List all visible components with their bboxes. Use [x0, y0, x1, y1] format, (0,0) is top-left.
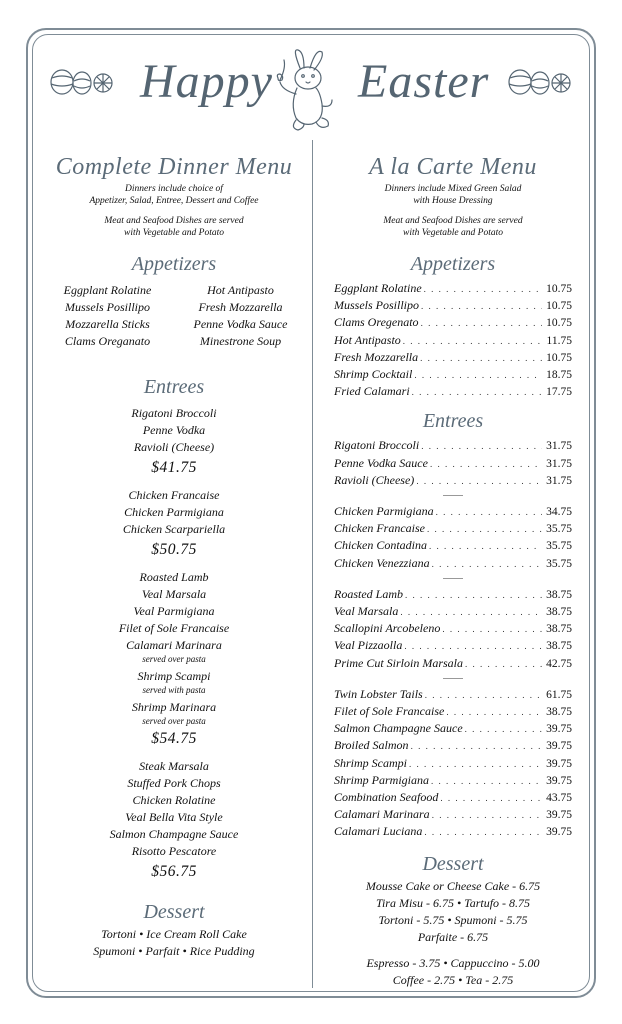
- entree-subnote: served with pasta: [142, 685, 206, 695]
- item-price: 39.75: [546, 809, 572, 822]
- entree-item: Risotto Pescatore: [131, 844, 217, 858]
- complete-note-2: [40, 215, 308, 239]
- item-price: 10.75: [546, 351, 572, 364]
- item-name: Rigatoni Broccoli: [334, 438, 420, 453]
- dot-leader: [411, 738, 543, 754]
- dot-leader: [420, 350, 542, 366]
- menu-item-row: [334, 772, 572, 789]
- item-name: Shrimp Scampi: [334, 755, 407, 770]
- alacarte-entrees-list: [318, 437, 588, 840]
- a-la-carte-menu: [318, 148, 588, 989]
- item-price: 42.75: [546, 657, 572, 670]
- note-line: with Vegetable and Potato: [402, 228, 503, 238]
- menu-item-row: [334, 537, 572, 554]
- item-price: 31.75: [546, 474, 572, 487]
- entree-item: Steak Marsala: [139, 759, 209, 773]
- item-name: Mussels Posillipo: [334, 298, 420, 313]
- entree-group-1: [40, 405, 308, 477]
- dot-leader: [424, 281, 542, 297]
- group-separator: [443, 495, 463, 496]
- dot-leader: [403, 333, 543, 349]
- appetizer-item: Eggplant Rolatine: [63, 283, 152, 297]
- note-line: with House Dressing: [413, 196, 493, 206]
- dot-leader: [412, 384, 542, 400]
- dot-leader: [442, 621, 542, 637]
- dot-leader: [414, 367, 542, 383]
- item-name: Scallopini Arcobeleno: [334, 621, 441, 636]
- entree-item: Roasted Lamb: [139, 570, 209, 584]
- complete-entrees-heading: Entrees: [143, 376, 205, 398]
- item-price: 38.75: [546, 640, 572, 653]
- header-easter: Easter: [358, 55, 490, 108]
- item-name: Roasted Lamb: [334, 586, 403, 601]
- item-price: 43.75: [546, 792, 572, 805]
- group-separator: [443, 578, 463, 579]
- item-name: Veal Marsala: [334, 604, 399, 619]
- item-name: Combination Seafood: [334, 790, 439, 805]
- dessert-line: Tira Misu - 6.75 • Tartufo - 8.75: [375, 895, 531, 910]
- dot-leader: [405, 587, 542, 603]
- entree-item: Shrimp Scampi: [137, 669, 211, 683]
- item-name: Twin Lobster Tails: [334, 686, 423, 701]
- coffee-line: Espresso - 3.75 • Cappuccino - 5.00: [366, 955, 540, 970]
- note-line: with Vegetable and Potato: [123, 228, 224, 238]
- entree-item: Shrimp Marinara: [131, 700, 217, 714]
- entree-item: Ravioli (Cheese): [133, 440, 215, 454]
- item-price: 39.75: [546, 757, 572, 770]
- menu-item-row: [334, 297, 572, 314]
- menu-item-row: [334, 655, 572, 672]
- menu-item-row: [334, 349, 572, 366]
- appetizer-item: Clams Oreganato: [64, 334, 151, 348]
- note-line: Meat and Seafood Dishes are served: [104, 216, 244, 226]
- item-price: 34.75: [546, 506, 572, 519]
- menu-item-row: [334, 806, 572, 823]
- dot-leader: [400, 604, 542, 620]
- item-name: Calamari Marinara: [334, 807, 430, 822]
- note-line: Meat and Seafood Dishes are served: [383, 216, 523, 226]
- alacarte-appetizers-list: [318, 280, 588, 400]
- dot-leader: [424, 824, 542, 840]
- complete-dessert-heading: Dessert: [143, 901, 205, 923]
- complete-dinner-menu: [40, 148, 308, 960]
- menu-item-row: [334, 383, 572, 400]
- item-price: 10.75: [546, 300, 572, 313]
- appetizer-item: Penne Vodka Sauce: [193, 317, 288, 331]
- group-separator: [443, 678, 463, 679]
- entree-item: Filet of Sole Francaise: [118, 621, 230, 635]
- menu-header: [40, 40, 584, 140]
- menu-item-row: [334, 366, 572, 383]
- easter-eggs-icon: [506, 68, 572, 96]
- entree-item: Veal Bella Vita Style: [125, 810, 223, 824]
- item-name: Shrimp Cocktail: [334, 367, 413, 382]
- dot-leader: [421, 298, 542, 314]
- item-name: Eggplant Rolatine: [334, 281, 422, 295]
- dessert-line: Spumoni • Parfait • Rice Pudding: [93, 944, 255, 958]
- header-happy: Happy: [140, 55, 273, 108]
- alacarte-entrees-heading: Entrees: [422, 410, 484, 433]
- entree-item: Salmon Champagne Sauce: [109, 827, 239, 841]
- item-name: Chicken Venezziana: [334, 555, 430, 570]
- note-line: Dinners include Mixed Green Salad: [384, 184, 522, 194]
- item-price: 17.75: [546, 386, 572, 399]
- entree-subnote: served over pasta: [142, 716, 206, 726]
- item-price: 10.75: [546, 317, 572, 330]
- group-price: $50.75: [151, 541, 197, 558]
- entree-item: Chicken Scarpariella: [122, 522, 226, 536]
- easter-bunny-icon: [272, 46, 342, 134]
- dot-leader: [446, 704, 542, 720]
- dessert-line: Tortoni - 5.75 • Spumoni - 5.75: [378, 912, 528, 927]
- item-name: Clams Oregenato: [334, 315, 419, 330]
- menu-item-row: [334, 737, 572, 754]
- entree-group-4: [40, 758, 308, 881]
- entree-item: Chicken Francaise: [128, 488, 220, 502]
- dot-leader: [421, 315, 543, 331]
- menu-item-row: [334, 314, 572, 331]
- menu-item-row: [334, 703, 572, 720]
- easter-eggs-icon: [48, 68, 114, 96]
- dessert-line: Tortoni • Ice Cream Roll Cake: [101, 927, 247, 941]
- item-name: Chicken Contadina: [334, 538, 427, 553]
- menu-item-row: [334, 472, 572, 489]
- menu-item-row: [334, 620, 572, 637]
- item-name: Veal Pizzaolla: [334, 638, 403, 653]
- item-price: 38.75: [546, 588, 572, 601]
- alacarte-menu-title: A la Carte Menu: [369, 154, 537, 180]
- column-divider: [312, 140, 313, 988]
- item-name: Calamari Luciana: [334, 824, 423, 839]
- item-price: 35.75: [546, 557, 572, 570]
- note-line: Dinners include choice of: [125, 184, 223, 194]
- item-name: Penne Vodka Sauce: [334, 455, 428, 470]
- item-price: 11.75: [546, 334, 572, 347]
- item-price: 35.75: [546, 540, 572, 553]
- item-name: Hot Antipasto: [334, 332, 401, 347]
- item-price: 39.75: [546, 774, 572, 787]
- item-price: 18.75: [546, 369, 572, 382]
- alacarte-note-2: [318, 215, 588, 239]
- entree-subnote: served over pasta: [142, 654, 206, 664]
- appetizer-item: Mussels Posillipo: [64, 300, 150, 314]
- dot-leader: [421, 438, 542, 454]
- item-price: 31.75: [546, 457, 572, 470]
- item-name: Prime Cut Sirloin Marsala: [334, 655, 464, 670]
- entree-item: Penne Vodka: [142, 423, 206, 437]
- item-price: 35.75: [546, 523, 572, 536]
- group-price: $54.75: [151, 730, 197, 747]
- menu-item-row: [334, 503, 572, 520]
- item-name: Ravioli (Cheese): [334, 472, 415, 487]
- alacarte-dessert-heading: Dessert: [422, 852, 484, 875]
- appetizer-item: Minestrone Soup: [199, 334, 282, 348]
- dessert-line: Parfaite - 6.75: [417, 929, 489, 944]
- menu-item-row: [334, 686, 572, 703]
- item-price: 38.75: [546, 623, 572, 636]
- entree-item: Rigatoni Broccoli: [131, 406, 217, 420]
- complete-appetizers-heading: Appetizers: [131, 253, 217, 275]
- item-price: 10.75: [546, 283, 572, 295]
- appetizer-item: Fresh Mozzarella: [198, 300, 283, 314]
- dot-leader: [416, 473, 542, 489]
- menu-item-row: [334, 720, 572, 737]
- item-name: Fried Calamari: [334, 384, 410, 399]
- menu-item-row: [334, 280, 572, 297]
- group-price: $41.75: [151, 459, 197, 476]
- menu-item-row: [334, 437, 572, 454]
- entree-group-2: [40, 487, 308, 559]
- entree-item: Chicken Rolatine: [132, 793, 216, 807]
- coffee-line: Coffee - 2.75 • Tea - 2.75: [392, 972, 514, 987]
- menu-item-row: [334, 332, 572, 349]
- menu-item-row: [334, 789, 572, 806]
- menu-item-row: [334, 455, 572, 472]
- dot-leader: [431, 773, 542, 789]
- dot-leader: [429, 538, 542, 554]
- item-price: 38.75: [546, 706, 572, 719]
- menu-item-row: [334, 823, 572, 840]
- item-name: Chicken Francaise: [334, 521, 425, 536]
- item-price: 31.75: [546, 440, 572, 453]
- item-name: Filet of Sole Francaise: [334, 704, 445, 719]
- dot-leader: [409, 756, 542, 772]
- dot-leader: [425, 687, 542, 703]
- dot-leader: [440, 790, 542, 806]
- item-price: 38.75: [546, 606, 572, 619]
- entree-item: Veal Marsala: [141, 587, 207, 601]
- item-price: 39.75: [546, 740, 572, 753]
- appetizer-item: Hot Antipasto: [207, 283, 274, 297]
- group-price: $56.75: [151, 863, 197, 880]
- entree-item: Chicken Parmigiana: [124, 505, 224, 519]
- item-name: Broiled Salmon: [334, 738, 409, 753]
- menu-item-row: [334, 603, 572, 620]
- item-price: 39.75: [546, 826, 572, 839]
- dot-leader: [432, 807, 542, 823]
- item-name: Shrimp Parmigiana: [334, 772, 430, 787]
- dessert-line: Mousse Cake or Cheese Cake - 6.75: [365, 878, 541, 893]
- entree-item: Calamari Marinara: [126, 638, 222, 652]
- item-name: Fresh Mozzarella: [334, 349, 419, 364]
- dot-leader: [432, 556, 542, 572]
- menu-item-row: [334, 586, 572, 603]
- dot-leader: [404, 638, 542, 654]
- entree-item: Veal Parmigiana: [133, 604, 215, 618]
- entree-item: Stuffed Pork Chops: [127, 776, 221, 790]
- complete-note-1: [40, 183, 308, 207]
- dot-leader: [465, 656, 542, 672]
- entree-group-3: [40, 569, 308, 748]
- note-line: Appetizer, Salad, Entree, Dessert and Coffee: [89, 196, 259, 206]
- dot-leader: [430, 456, 542, 472]
- dot-leader: [427, 521, 542, 537]
- item-name: Chicken Parmigiana: [334, 504, 434, 519]
- menu-item-row: [334, 755, 572, 772]
- item-name: Salmon Champagne Sauce: [334, 721, 463, 736]
- dot-leader: [465, 721, 542, 737]
- menu-item-row: [334, 520, 572, 537]
- item-price: 61.75: [546, 688, 572, 701]
- menu-item-row: [334, 637, 572, 654]
- alacarte-note-1: [318, 183, 588, 207]
- complete-menu-title: Complete Dinner Menu: [55, 154, 293, 180]
- appetizer-item: Mozzarella Sticks: [65, 317, 150, 331]
- complete-appetizers-list: [44, 282, 304, 350]
- alacarte-appetizers-heading: Appetizers: [410, 253, 496, 275]
- menu-item-row: [334, 555, 572, 572]
- item-price: 39.75: [546, 723, 572, 736]
- dot-leader: [436, 504, 542, 520]
